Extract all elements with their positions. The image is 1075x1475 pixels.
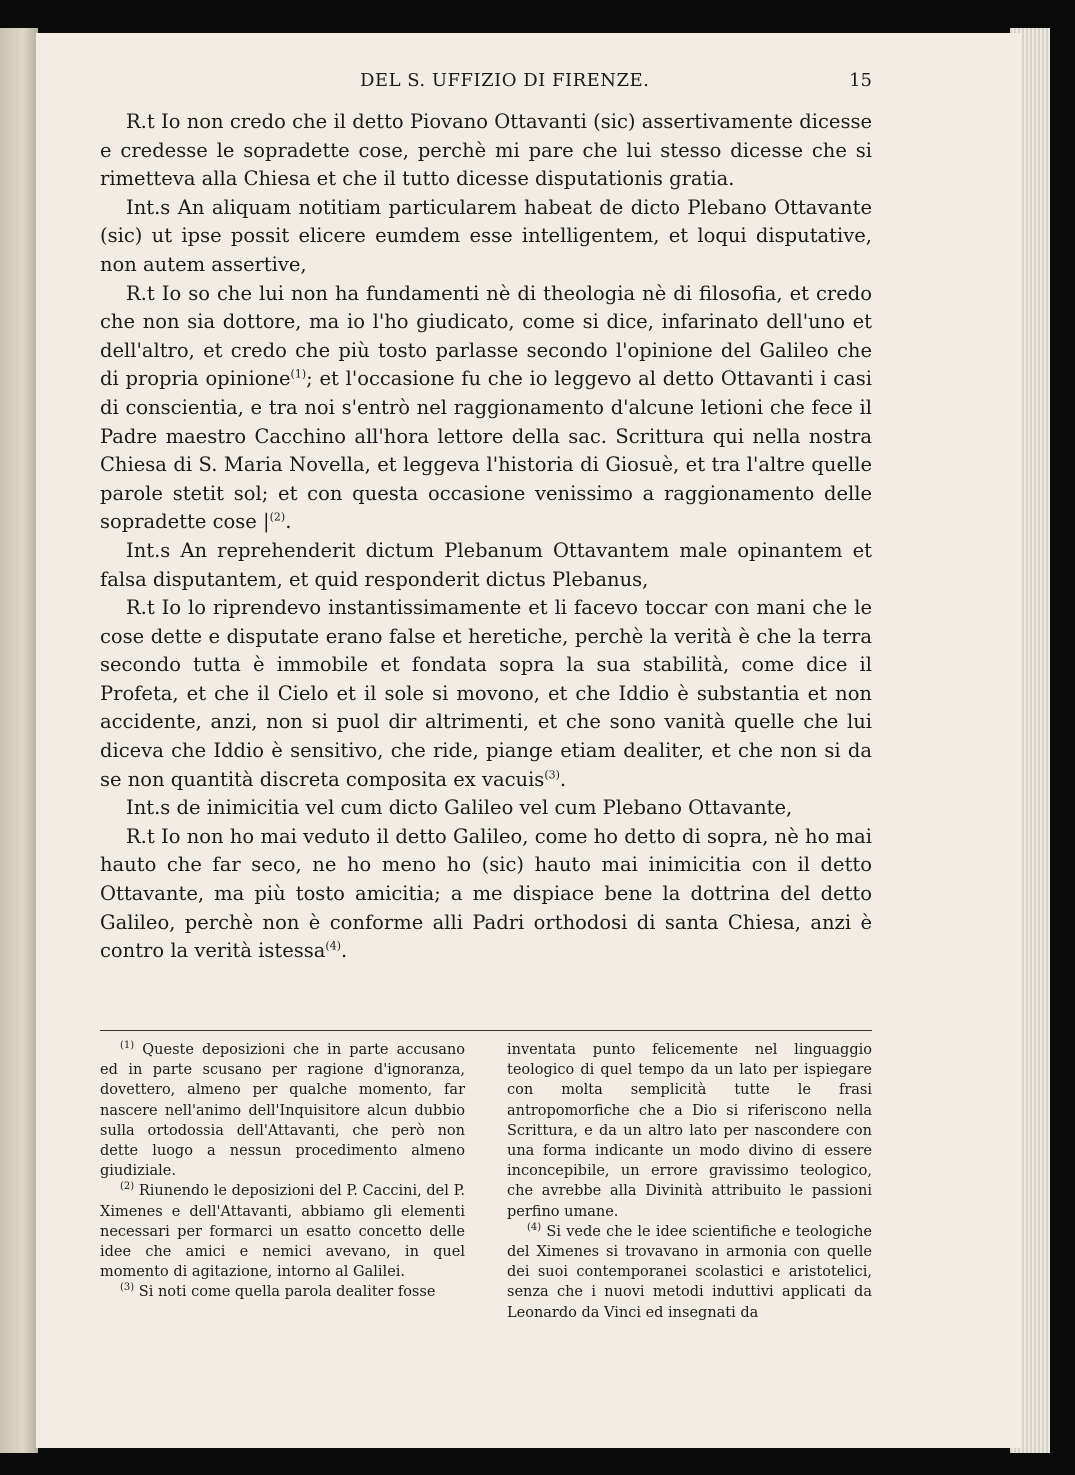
facing-page-edge [0, 28, 38, 1453]
footnote-continuation: inventata punto felicemente nel linguaggio teologico di quel tempo da un lato per ispiegare con molta semplicità tutte le frasi antropomorfiche che a Dio si riferiscono nella Scrittura, e da un altro lato per nascondere con una forma indicante un modo divino di essere inconcepibile, un errore gravissimo teologico, che avrebbe alla Divinità attribuito le passioni perfino umane. [507, 1042, 872, 1220]
paragraph: Int.s An aliquam notitiam particularem habeat de dicto Plebano Ottavante (sic) ut ipse possit elicere eumdem esse intelligentem, et loqui disputative, non autem assertive, [100, 195, 872, 276]
footnote: $^{(2)}$ Riunendo le deposizioni del P. Caccini, del P. Ximenes e dell'Attavanti, abbiamo gli elementi necessari per formarci un esatto concetto delle idee che amici e nemici avevano, in quel momento di agitazione, intorno al Galilei. [100, 1181, 465, 1281]
footnote-ref: (3) [544, 768, 560, 782]
footnote: $^{(3)}$ Si noti come quella parola dealiter fosse [120, 1282, 436, 1301]
footnote-ref: (2) [269, 510, 286, 524]
footnote: $^{(4)}$ Si vede che le idee scientifiche e teologiche del Ximenes si trovavano in armonia con quelle dei suoi contemporanei scolastici e aristotelici, senza che i nuovi metodi induttivi applicati da Leonardo da Vinci ed insegnati da [507, 1222, 873, 1321]
footnote: $^{(1)}$ Queste deposizioni che in parte accusano ed in parte scusano per ragione d'ignoranza, dovettero, almeno per qualche momento, far nascere nell'animo dell'Inquisitore alcun dubbio sulla ortodossia dell'Attavanti, che però non dette luogo a nessun procedimento almeno giudiziale. [100, 1040, 465, 1180]
footnote-rule [100, 1030, 872, 1031]
page-header [100, 70, 880, 100]
main-text [100, 108, 872, 966]
page-number: 15 [849, 70, 872, 91]
paragraph: Int.s An reprehenderit dictum Plebanum Ottavantem male opinantem et falsa disputantem, et quid responderit dictus Plebanus, [100, 538, 872, 591]
footnotes-left-column [100, 1040, 465, 1303]
footnote-ref: (4) [325, 939, 342, 953]
footnotes-right-column [507, 1040, 872, 1323]
paragraph: R.t Io so che lui non ha fundamenti nè di theologia nè di filosofia, et credo che non sia dottore, ma io l'ho giudicato, come si dice, infarinato dell'uno et dell'altro, et credo che più tosto parlasse secondo l'opinione del Galileo che di propria opinione$^{(1)}$; et l'occasione fu che io leggevo al detto Ottavanti i casi di conscientia, e tra noi s'entrò nel raggionamento d'alcune letioni che fece il Padre maestro Cacchino all'hora lettore della sac. Scrittura qui nella nostra Chiesa di S. Maria Novella, et leggeva l'historia di Giosuè, et tra l'altre quelle parole stetit sol; et con questa occasione venissimo a raggionamento delle sopradette cose |$^{(2)}$. [100, 281, 872, 534]
paragraph: R.t Io non credo che il detto Piovano Ottavanti (sic) assertivamente dicesse e credesse le sopradette cose, perchè mi pare che lui stesso dicesse che si rimetteva alla Chiesa et che il tutto dicesse disputationis gratia. [100, 110, 872, 191]
footnote-ref: (1) [290, 367, 307, 381]
paragraph: R.t Io non ho mai veduto il detto Galileo, come ho detto di sopra, nè ho mai hauto che far seco, ne ho meno ho (sic) hauto mai inimicitia con il detto Ottavante, ma più tosto amicitia; a me dispiace bene la dottrina del detto Galileo, perchè non è conforme alli Padri orthodosi di santa Chiesa, anzi è contro la verità istessa$^{(4)}$. [100, 824, 872, 963]
paragraph: Int.s de inimicitia vel cum dicto Galileo vel cum Plebano Ottavante, [126, 796, 793, 820]
running-head: DEL S. UFFIZIO DI FIRENZE. [360, 70, 650, 91]
paragraph: R.t Io lo riprendevo instantissimamente et li facevo toccar con mani che le cose dette e disputate erano false et heretiche, perchè la verità è che la terra secondo tutta è immobile et fondata sopra la sua stabilità, come dice il Profeta, et che il Cielo et il sole si movono, et che Iddio è substantia et non accidente, anzi, non si puol dir altrimenti, et che sono vanità quelle che lui diceva che Iddio è sensitivo, che ride, piange etiam dealiter, et che non si da se non quantità discreta composita ex vacuis$^{(3)}$. [100, 596, 872, 791]
